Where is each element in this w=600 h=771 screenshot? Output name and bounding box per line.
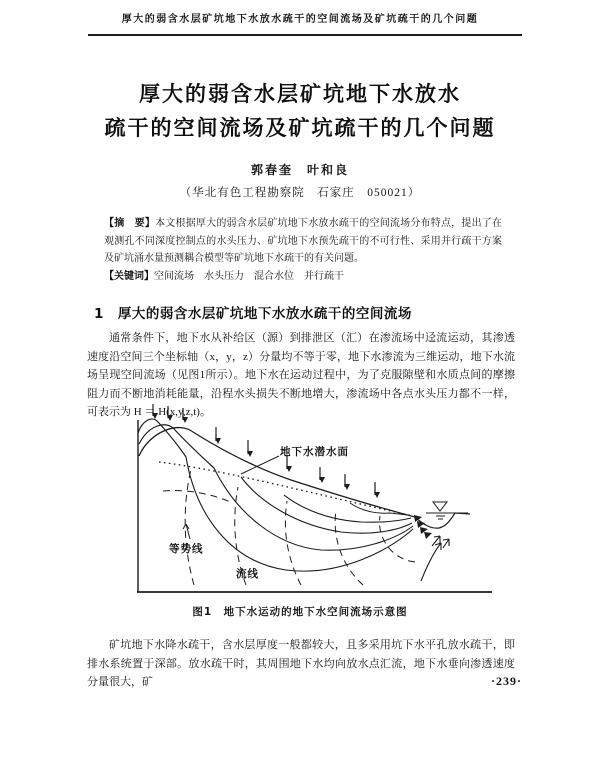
paper-title-line1: 厚大的弱含水层矿坑地下水放水 [139, 82, 461, 106]
abstract-block [104, 215, 502, 285]
page-number: ·239· [490, 674, 522, 688]
abstract-label: 【摘 要】 [104, 218, 156, 229]
equipotential-arc-6 [163, 491, 233, 504]
water-table-symbol [433, 502, 447, 511]
affiliation: （华北有色工程勘察院 石家庄 050021） [179, 187, 421, 199]
seepage-arrowhead [417, 521, 425, 528]
authors: 郭春奎 叶和良 [250, 163, 349, 177]
running-header: 厚大的弱含水层矿坑地下水放水疏干的空间流场及矿坑疏干的几个问题 [121, 14, 479, 25]
figure-1-caption: 图1 地下水运动的地下水空间流场示意图 [192, 606, 408, 618]
streamline-label: 流线 [236, 568, 259, 580]
flow-line-4 [284, 495, 411, 522]
stream-channel [415, 513, 470, 528]
phreatic-surface-label: 地下水潜水面 [280, 446, 349, 458]
section-1-heading: 1 厚大的弱含水层矿坑地下水放水疏干的空间流场 [94, 306, 412, 322]
phreatic-label-leader [241, 456, 279, 474]
crest-curve-2 [139, 425, 214, 468]
abstract-text: 本文根据厚大的弱含水层矿坑地下水放水疏干的空间流场分布特点，提出了在观测孔不同深度控制点的水头压力、矿坑地下水预先疏干的不可行性、采用并行疏干方案及矿坑涌水量预测耦合模型等矿坑地下水疏干的有关问题。 [104, 218, 503, 265]
header-rule [88, 34, 522, 36]
keywords-label: 【关键词】 [104, 270, 154, 282]
equipotential-label: 等势线 [169, 543, 204, 555]
equipotential-label-pointer [183, 524, 190, 539]
flow-line-1 [186, 457, 413, 571]
flow-line-3 [241, 477, 412, 533]
seepage-arrowhead [424, 532, 432, 539]
figure-1-diagram [116, 398, 512, 600]
abstract [104, 215, 502, 268]
paper-title-line2: 疏干的空间流场及矿坑疏干的几个问题 [104, 116, 496, 140]
equipotential-arc-1 [380, 516, 415, 562]
ground-surface [139, 428, 415, 517]
paragraph-1: 通常条件下，地下水从补给区（源）到排泄区（汇）在渗流场中迳流运动，其渗透速度沿空间三个坐标轴（x，y，z）分量均不等于零，地下水渗流为三维运动，地下水流场呈现空间流场（见图1所示）。地下水在运动过程中，为了克服隙壁和水质点间的摩擦阻力而不断地消耗能量，沿程水头损失不断地增大，渗流场中各点水头压力都不一样，可表示为 H ＝ H(x,y,z,t)。 [87, 332, 515, 419]
keywords-line [104, 268, 502, 286]
paragraph-2: 矿坑地下水降水疏干，含水层厚度一般都较大，且多采用坑下水平孔放水疏干，即排水系统置于深部。放水疏干时，其周围地下水均向放水点汇流，地下水垂向渗透速度分量很大，矿 [87, 639, 515, 689]
upward-discharge-arrow [443, 539, 449, 548]
equipotential-arc-3 [285, 501, 301, 585]
deep-upflow-curve [421, 543, 441, 581]
keywords-text: 空间流场 水头压力 混合水位 并行疏干 [154, 270, 344, 282]
